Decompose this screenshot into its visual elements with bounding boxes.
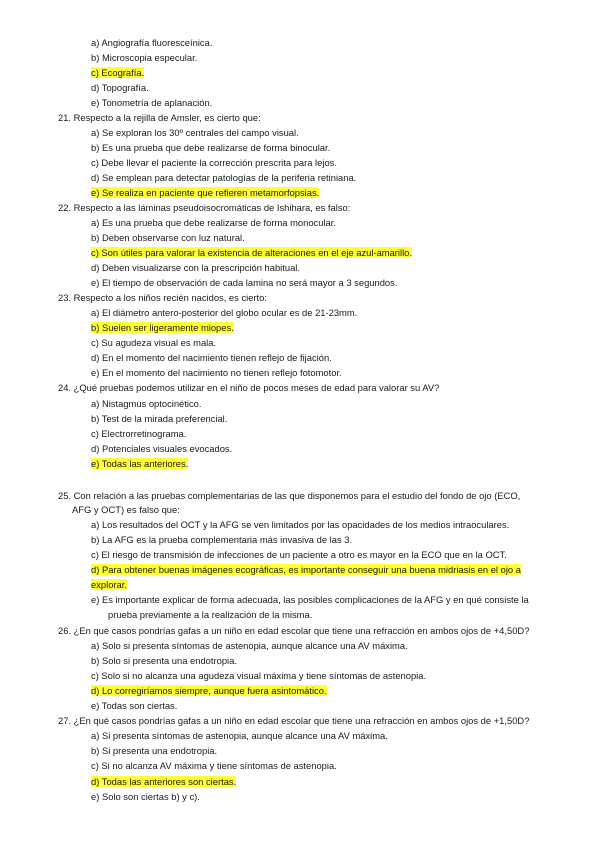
option-text-highlighted: c) Son útiles para valorar la existencia de alteraciones en el eje azul-amarillo. bbox=[91, 247, 412, 258]
option-text: e) El tiempo de observación de cada lamina no será mayor a 3 segundos. bbox=[91, 277, 398, 288]
option-text-highlighted: b) Suelen ser ligeramente miopes. bbox=[91, 322, 234, 333]
question-text: 24. ¿Qué pruebas podemos utilizar en el niño de pocos meses de edad para valorar su AV? bbox=[58, 382, 440, 393]
option-text: c) Si no alcanza AV máxima y tiene síntomas de astenopia. bbox=[91, 760, 337, 771]
question-text: 23. Respecto a los niños recién nacidos, es cierto: bbox=[58, 292, 267, 303]
option-text: e) Solo son ciertas b) y c). bbox=[91, 791, 200, 802]
question-text: 27. ¿En qué casos pondrías gafas a un niño en edad escolar que tiene una refracción en ambos ojos de +1,50D? bbox=[58, 715, 530, 726]
option-text-highlighted: d) Todas las anteriores son ciertas. bbox=[91, 776, 237, 787]
option-text: prueba previamente a la realización de la misma. bbox=[108, 609, 313, 620]
option-text-highlighted: d) Lo corregiríamos siempre, aunque fuera asintomático. bbox=[91, 685, 327, 696]
option-text: a) Los resultados del OCT y la AFG se ven limitados por las opacidades de los medios intraoculares. bbox=[91, 519, 510, 530]
option-text: d) Topografía. bbox=[91, 82, 149, 93]
option-text: a) El diámetro antero-posterior del globo ocular es de 21-23mm. bbox=[91, 307, 358, 318]
option-text: d) Deben visualizarse con la prescripción habitual. bbox=[91, 262, 300, 273]
option-text: a) Angiografía fluoresceínica. bbox=[91, 37, 213, 48]
option-text: b) Solo si presenta una endotropia. bbox=[91, 655, 237, 666]
option-text: e) Todas son ciertas. bbox=[91, 700, 178, 711]
option-text: d) Se emplean para detectar patologías de la periferia retiniana. bbox=[91, 172, 357, 183]
option-text: b) Es una prueba que debe realizarse de forma binocular. bbox=[91, 142, 331, 153]
option-text: b) Microscopia especular. bbox=[91, 52, 198, 63]
option-text: a) Si presenta síntomas de astenopia, aunque alcance una AV máxima. bbox=[91, 730, 388, 741]
option-text: a) Solo si presenta síntomas de astenopia, aunque alcance una AV máxima. bbox=[91, 640, 408, 651]
question-text: 22. Respecto a las láminas pseudoisocromáticas de Ishihara, es falso: bbox=[58, 202, 351, 213]
option-text: d) En el momento del nacimiento tienen reflejo de fijación. bbox=[91, 352, 332, 363]
option-text: b) Test de la mirada preferencial. bbox=[91, 413, 228, 424]
option-text: e) Tonometría de aplanación. bbox=[91, 97, 213, 108]
option-text-highlighted: c) Ecografía. bbox=[91, 67, 145, 78]
option-text: c) Electrorretinograma. bbox=[91, 428, 187, 439]
option-text: a) Nistagmus optocinético. bbox=[91, 398, 202, 409]
option-text: c) Su agudeza visual es mala. bbox=[91, 337, 217, 348]
option-text-highlighted: e) Todas las anteriores. bbox=[91, 458, 189, 469]
option-text: e) Es importante explicar de forma adecuada, las posibles complicaciones de la AFG y en qué consiste la bbox=[91, 594, 529, 605]
option-text: a) Se exploran los 30º centrales del campo visual. bbox=[91, 127, 299, 138]
option-text-highlighted: d) Para obtener buenas imágenes ecográficas, es importante conseguir una buena midriasis en el ojo a bbox=[91, 564, 521, 575]
option-text: a) Es una prueba que debe realizarse de forma monocular. bbox=[91, 217, 336, 228]
option-text: c) Solo si no alcanza una agudeza visual máxima y tiene síntomas de astenopia. bbox=[91, 670, 427, 681]
option-text: d) Potenciales visuales evocados. bbox=[91, 443, 233, 454]
option-text: c) El riesgo de transmisión de infecciones de un paciente a otro es mayor en la ECO que en la OCT. bbox=[91, 549, 507, 560]
question-text: 25. Con relación a las pruebas complementarias de las que disponemos para el estudio del fondo de ojo (ECO, bbox=[58, 490, 521, 501]
option-text: b) Deben observarse con luz natural. bbox=[91, 232, 245, 243]
question-text: 21. Respecto a la rejilla de Amsler, es cierto que: bbox=[58, 112, 261, 123]
option-text: b) Si presenta una endotropia. bbox=[91, 745, 218, 756]
question-text: AFG y OCT) es falso que: bbox=[72, 504, 180, 515]
option-text: b) La AFG es la prueba complementaria más invasiva de las 3. bbox=[91, 534, 353, 545]
option-text: e) En el momento del nacimiento no tienen reflejo fotomotor. bbox=[91, 367, 342, 378]
option-text-highlighted: explorar. bbox=[91, 579, 127, 590]
option-text: c) Debe llevar el paciente la corrección prescrita para lejos. bbox=[91, 157, 337, 168]
question-text: 26. ¿En qué casos pondrías gafas a un niño en edad escolar que tiene una refracción en ambos ojos de +4,50D? bbox=[58, 625, 530, 636]
option-text-highlighted: e) Se realiza en paciente que refieren metamorfopsias. bbox=[91, 187, 320, 198]
